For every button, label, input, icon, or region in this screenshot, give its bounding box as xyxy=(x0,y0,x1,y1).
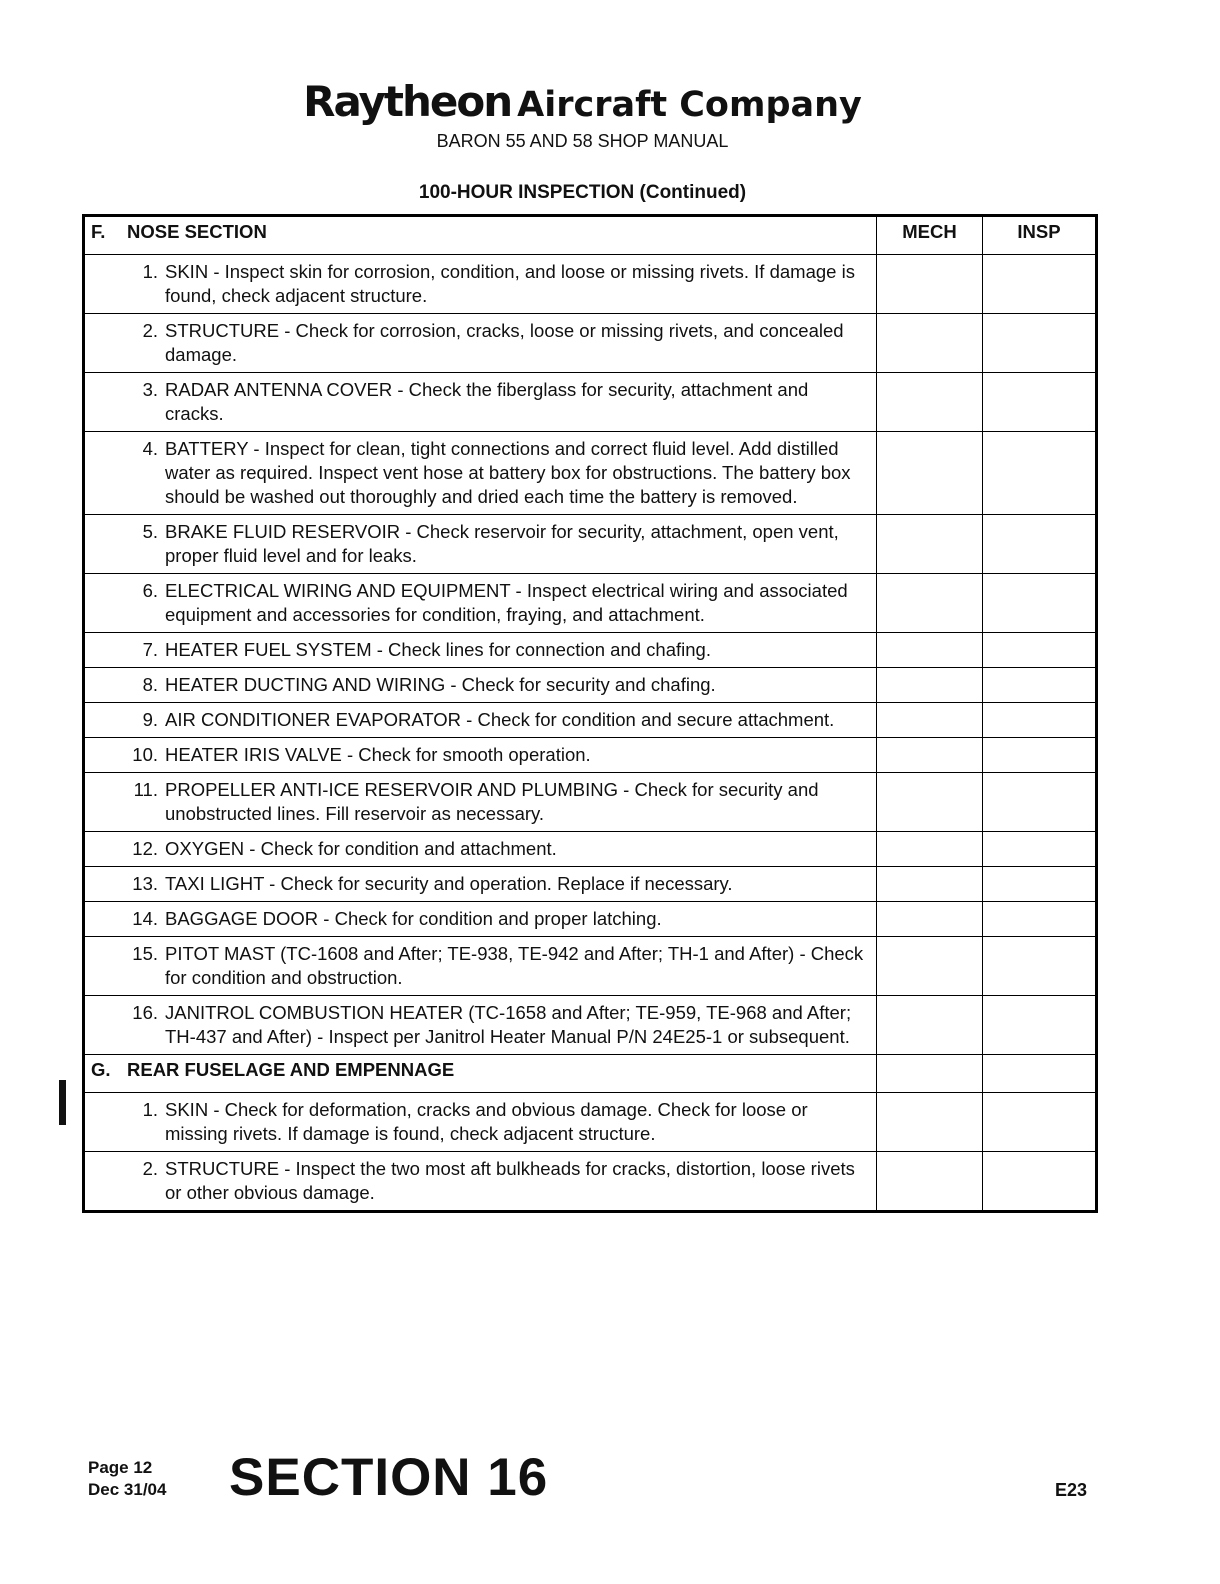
section-title-cell xyxy=(84,216,877,255)
table-row xyxy=(84,373,1097,432)
table-row xyxy=(84,432,1097,515)
mech-signoff-cell[interactable] xyxy=(877,373,983,432)
mech-signoff-cell[interactable] xyxy=(877,574,983,633)
item-number: 10. xyxy=(132,744,158,765)
item-number: 7. xyxy=(142,639,158,660)
table-row xyxy=(84,832,1097,867)
table-row xyxy=(84,773,1097,832)
item-text: TAXI LIGHT - Check for security and operation. Replace if necessary. xyxy=(165,873,733,894)
mech-signoff-cell[interactable] xyxy=(877,1093,983,1152)
mech-signoff-cell xyxy=(877,1055,983,1093)
section-title: NOSE SECTION xyxy=(127,221,267,242)
item-number: 14. xyxy=(132,908,158,929)
item-number: 13. xyxy=(132,873,158,894)
section-letter: G. xyxy=(91,1059,111,1080)
item-number: 16. xyxy=(132,1002,158,1023)
table-row xyxy=(84,633,1097,668)
mech-signoff-cell[interactable] xyxy=(877,515,983,574)
insp-signoff-cell xyxy=(983,1055,1097,1093)
page-code: E23 xyxy=(1055,1480,1088,1500)
table-row xyxy=(84,668,1097,703)
mech-signoff-cell[interactable] xyxy=(877,867,983,902)
document-header xyxy=(0,78,1165,129)
item-text: JANITROL COMBUSTION HEATER (TC-1658 and After; TE-959, TE-968 and After; TH-437 and After) - Inspect per Janitrol Heater Manual P/N 24E25-1 or subsequent. xyxy=(165,1002,852,1047)
mech-signoff-cell[interactable] xyxy=(877,633,983,668)
table-row xyxy=(84,738,1097,773)
item-text: STRUCTURE - Inspect the two most aft bulkheads for cracks, distortion, loose rivets or other obvious damage. xyxy=(165,1158,855,1203)
item-number: 5. xyxy=(142,521,158,542)
insp-column-header: INSP xyxy=(983,216,1097,255)
item-number: 3. xyxy=(142,379,158,400)
table-row xyxy=(84,937,1097,996)
company-name: Aircraft Company xyxy=(517,85,862,125)
insp-signoff-cell[interactable] xyxy=(983,373,1097,432)
table-row xyxy=(84,996,1097,1055)
item-text: SKIN - Inspect skin for corrosion, condition, and loose or missing rivets. If damage is found, check adjacent structure. xyxy=(165,261,855,306)
mech-signoff-cell[interactable] xyxy=(877,1152,983,1212)
table-row xyxy=(84,574,1097,633)
item-text: SKIN - Check for deformation, cracks and obvious damage. Check for loose or missing rivets. If damage is found, check adjacent structure. xyxy=(165,1099,808,1144)
page-number: Page 12 xyxy=(88,1458,153,1477)
item-text: HEATER FUEL SYSTEM - Check lines for connection and chafing. xyxy=(165,639,711,660)
insp-signoff-cell[interactable] xyxy=(983,432,1097,515)
item-text: HEATER IRIS VALVE - Check for smooth operation. xyxy=(165,744,591,765)
inspection-checklist-table xyxy=(82,214,1098,1213)
item-number: 8. xyxy=(142,674,158,695)
item-text: BAGGAGE DOOR - Check for condition and proper latching. xyxy=(165,908,662,929)
insp-signoff-cell[interactable] xyxy=(983,668,1097,703)
item-number: 1. xyxy=(142,261,158,282)
insp-signoff-cell[interactable] xyxy=(983,255,1097,314)
insp-signoff-cell[interactable] xyxy=(983,902,1097,937)
table-row xyxy=(84,902,1097,937)
item-text: PROPELLER ANTI-ICE RESERVOIR AND PLUMBING - Check for security and unobstructed lines. Fill reservoir as necessary. xyxy=(165,779,819,824)
item-number: 12. xyxy=(132,838,158,859)
item-text: BATTERY - Inspect for clean, tight connections and correct fluid level. Add distilled water as required. Inspect vent hose at battery box for obstructions. The battery box should be washed out thoroughly and dried each time the battery is removed. xyxy=(165,438,851,507)
mech-signoff-cell[interactable] xyxy=(877,937,983,996)
item-text: HEATER DUCTING AND WIRING - Check for security and chafing. xyxy=(165,674,716,695)
item-number: 1. xyxy=(142,1099,158,1120)
insp-signoff-cell[interactable] xyxy=(983,867,1097,902)
item-number: 6. xyxy=(142,580,158,601)
item-text: PITOT MAST (TC-1608 and After; TE-938, TE-942 and After; TH-1 and After) - Check for condition and obstruction. xyxy=(165,943,864,988)
item-number: 9. xyxy=(142,709,158,730)
table-row xyxy=(84,867,1097,902)
mech-signoff-cell[interactable] xyxy=(877,773,983,832)
section-row-nose xyxy=(84,216,1097,255)
item-text: BRAKE FLUID RESERVOIR - Check reservoir for security, attachment, open vent, proper fluid level and for leaks. xyxy=(165,521,839,566)
table-row xyxy=(84,255,1097,314)
table-row xyxy=(84,1093,1097,1152)
table-row xyxy=(84,515,1097,574)
item-number: 2. xyxy=(142,320,158,341)
item-number: 15. xyxy=(132,943,158,964)
brand-name: Raytheon xyxy=(303,77,512,126)
section-title-cell xyxy=(84,1055,877,1093)
insp-signoff-cell[interactable] xyxy=(983,937,1097,996)
item-number: 4. xyxy=(142,438,158,459)
item-text: ELECTRICAL WIRING AND EQUIPMENT - Inspect electrical wiring and associated equipment and accessories for condition, fraying, and attachment. xyxy=(165,580,848,625)
item-number: 11. xyxy=(133,779,158,800)
revision-change-bar xyxy=(59,1080,66,1125)
manual-title: BARON 55 AND 58 SHOP MANUAL xyxy=(436,131,729,151)
mech-signoff-cell[interactable] xyxy=(877,314,983,373)
section-letter: F. xyxy=(91,221,106,242)
table-row xyxy=(84,314,1097,373)
insp-signoff-cell[interactable] xyxy=(983,314,1097,373)
item-text: RADAR ANTENNA COVER - Check the fiberglass for security, attachment and cracks. xyxy=(165,379,809,424)
section-title: REAR FUSELAGE AND EMPENNAGE xyxy=(127,1059,455,1080)
revision-date: Dec 31/04 xyxy=(88,1480,167,1499)
mech-column-header: MECH xyxy=(877,216,983,255)
insp-signoff-cell[interactable] xyxy=(983,703,1097,738)
section-label: SECTION 16 xyxy=(229,1448,549,1507)
mech-signoff-cell[interactable] xyxy=(877,668,983,703)
insp-signoff-cell[interactable] xyxy=(983,633,1097,668)
item-number: 2. xyxy=(142,1158,158,1179)
item-text: STRUCTURE - Check for corrosion, cracks, loose or missing rivets, and concealed damage. xyxy=(165,320,844,365)
item-text: AIR CONDITIONER EVAPORATOR - Check for condition and secure attachment. xyxy=(165,709,835,730)
company-logo xyxy=(0,78,1165,129)
mech-signoff-cell[interactable] xyxy=(877,996,983,1055)
mech-signoff-cell[interactable] xyxy=(877,902,983,937)
page-info xyxy=(88,1457,166,1501)
table-row xyxy=(84,703,1097,738)
item-text: OXYGEN - Check for condition and attachment. xyxy=(165,838,557,859)
inspection-heading: 100-HOUR INSPECTION (Continued) xyxy=(418,182,747,203)
mech-signoff-cell[interactable] xyxy=(877,255,983,314)
insp-signoff-cell[interactable] xyxy=(983,574,1097,633)
insp-signoff-cell[interactable] xyxy=(983,1093,1097,1152)
insp-signoff-cell[interactable] xyxy=(983,773,1097,832)
insp-signoff-cell[interactable] xyxy=(983,515,1097,574)
insp-signoff-cell[interactable] xyxy=(983,832,1097,867)
insp-signoff-cell[interactable] xyxy=(983,1152,1097,1212)
mech-signoff-cell[interactable] xyxy=(877,432,983,515)
insp-signoff-cell[interactable] xyxy=(983,996,1097,1055)
mech-signoff-cell[interactable] xyxy=(877,703,983,738)
mech-signoff-cell[interactable] xyxy=(877,738,983,773)
insp-signoff-cell[interactable] xyxy=(983,738,1097,773)
mech-signoff-cell[interactable] xyxy=(877,832,983,867)
table-row xyxy=(84,1152,1097,1212)
section-row-rear-fuselage xyxy=(84,1055,1097,1093)
